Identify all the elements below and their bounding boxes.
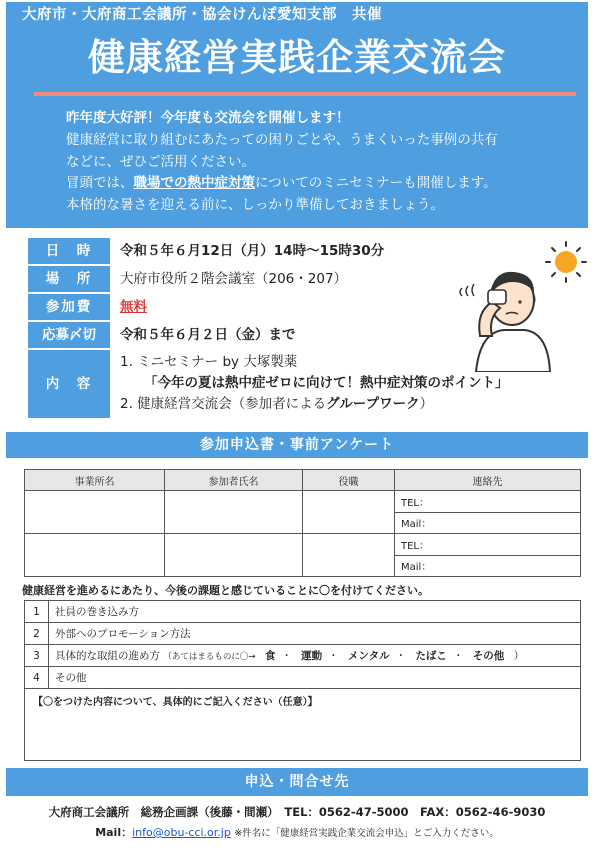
place-value: 大府市役所２階会議室（206・207） <box>120 271 348 287</box>
survey-hint: （あてはまるものに〇→ <box>163 652 256 662</box>
heatstroke-highlight: 職場での熱中症対策 <box>133 175 255 192</box>
date-label: 日 時 <box>28 238 110 264</box>
intro-text <box>66 108 576 217</box>
column-header: 役職 <box>303 470 395 491</box>
column-header: 事業所名 <box>25 470 165 491</box>
fee-value <box>120 294 147 320</box>
mail-field[interactable]: Mail： <box>395 512 581 534</box>
fee-label: 参加費 <box>28 294 110 320</box>
intro-line: などに、ぜひご活用ください。 <box>66 153 255 170</box>
survey-text: 具体的な取組の進め方 （あてはまるものに〇→ 食 ・ 運動 ・ メンタル ・ たばこ ・ その他 ） <box>49 645 581 667</box>
content-item: 1. ミニセミナー by 大塚製薬 <box>120 354 298 370</box>
survey-text: その他 <box>49 667 581 689</box>
option-other[interactable]: その他 <box>472 650 505 662</box>
deadline-label: 応募〆切 <box>28 322 110 348</box>
contact-section-title: 申込・問合せ先 <box>6 768 588 796</box>
tel-field[interactable]: TEL： <box>395 534 581 556</box>
survey-row[interactable] <box>25 623 581 645</box>
participant-name-field[interactable] <box>165 491 303 534</box>
header-banner <box>6 2 588 228</box>
mail-label: Mail： <box>95 826 133 839</box>
option-mental[interactable]: メンタル <box>348 650 390 662</box>
content-item <box>120 394 509 415</box>
survey-question: 健康経営を進めるにあたり、今後の課題と感じていることに〇を付けてください。 <box>22 584 429 597</box>
position-field[interactable] <box>303 534 395 577</box>
intro-fragment: についてのミニセミナーも開催します。 <box>255 175 497 192</box>
survey-row[interactable] <box>25 667 581 689</box>
intro-fragment: 冒頭では、 <box>66 175 134 192</box>
intro-line: 昨年度大好評！今年度も交流会を開催します！ <box>66 110 350 126</box>
place-label: 場 所 <box>28 266 110 292</box>
survey-table <box>24 600 581 689</box>
sun-icon <box>546 242 586 282</box>
deadline-value: 令和５年６月２日（金）まで <box>120 327 296 343</box>
tel-field[interactable]: TEL： <box>395 491 581 513</box>
registration-table <box>24 469 581 577</box>
subject-note: ※件名に「健康経営実践企業交流会申込」とご入力ください。 <box>234 828 499 839</box>
survey-text: 外部へのプロモーション方法 <box>49 623 581 645</box>
survey-close-paren: ） <box>513 650 525 662</box>
survey-row[interactable] <box>25 601 581 623</box>
participant-name-field[interactable] <box>165 534 303 577</box>
column-header: 連絡先 <box>395 470 581 491</box>
survey-num: 1 <box>25 601 49 623</box>
survey-row[interactable] <box>25 645 581 667</box>
contact-mail-line <box>0 824 594 840</box>
intro-line <box>66 173 576 195</box>
group-work-text: グループワーク <box>326 396 420 412</box>
page-title: 健康経営実践企業交流会 <box>88 36 506 79</box>
content-item: 「今年の夏は熱中症ゼロに向けて！熱中症対策のポイント」 <box>144 375 509 391</box>
form-section-title: 参加申込書・事前アンケート <box>6 432 588 458</box>
survey-num: 2 <box>25 623 49 645</box>
title-underline <box>34 92 576 96</box>
survey-num: 4 <box>25 667 49 689</box>
company-name-field[interactable] <box>25 491 165 534</box>
person-figure <box>460 272 550 372</box>
email-link[interactable]: info@obu-cci.or.jp <box>132 826 231 839</box>
intro-line: 本格的な暑さを迎える前に、しっかり準備しておきましょう。 <box>66 197 444 214</box>
content-fragment: ） <box>419 396 434 412</box>
content-fragment: 2. 健康経営交流会（参加者による <box>120 396 327 412</box>
contact-line: 大府商工会議所 総務企画課（後藤・間瀬） TEL：0562-47-5000 FAX：0562-46-9030 <box>48 805 546 819</box>
position-field[interactable] <box>303 491 395 534</box>
intro-line: 健康経営に取り組むにあたっての困りごとや、うまくいった事例の共有 <box>66 131 498 148</box>
table-row <box>25 534 581 556</box>
content-label: 内 容 <box>28 350 110 418</box>
survey-text-main: 具体的な取組の進め方 <box>55 650 160 662</box>
mail-field[interactable]: Mail： <box>395 555 581 577</box>
free-text-label: 【〇をつけた内容について、具体的にご記入ください（任意）】 <box>33 697 318 708</box>
column-header: 参加者氏名 <box>165 470 303 491</box>
option-food[interactable]: 食 <box>264 650 276 662</box>
survey-text: 社員の巻き込み方 <box>49 601 581 623</box>
table-row <box>25 491 581 513</box>
heatstroke-person-illustration <box>448 232 588 372</box>
fee-free-text: 無料 <box>120 299 147 315</box>
survey-num: 3 <box>25 645 49 667</box>
option-exercise[interactable]: 運動 <box>301 650 323 662</box>
option-tobacco[interactable]: たばこ <box>415 650 447 662</box>
table-header-row <box>25 470 581 491</box>
free-text-box[interactable] <box>24 688 581 761</box>
organizers-line: 大府市・大府商工会議所・協会けんぽ愛知支部 共催 <box>22 7 382 23</box>
date-value: 令和５年６月12日（月）14時～15時30分 <box>120 243 385 259</box>
company-name-field[interactable] <box>25 534 165 577</box>
